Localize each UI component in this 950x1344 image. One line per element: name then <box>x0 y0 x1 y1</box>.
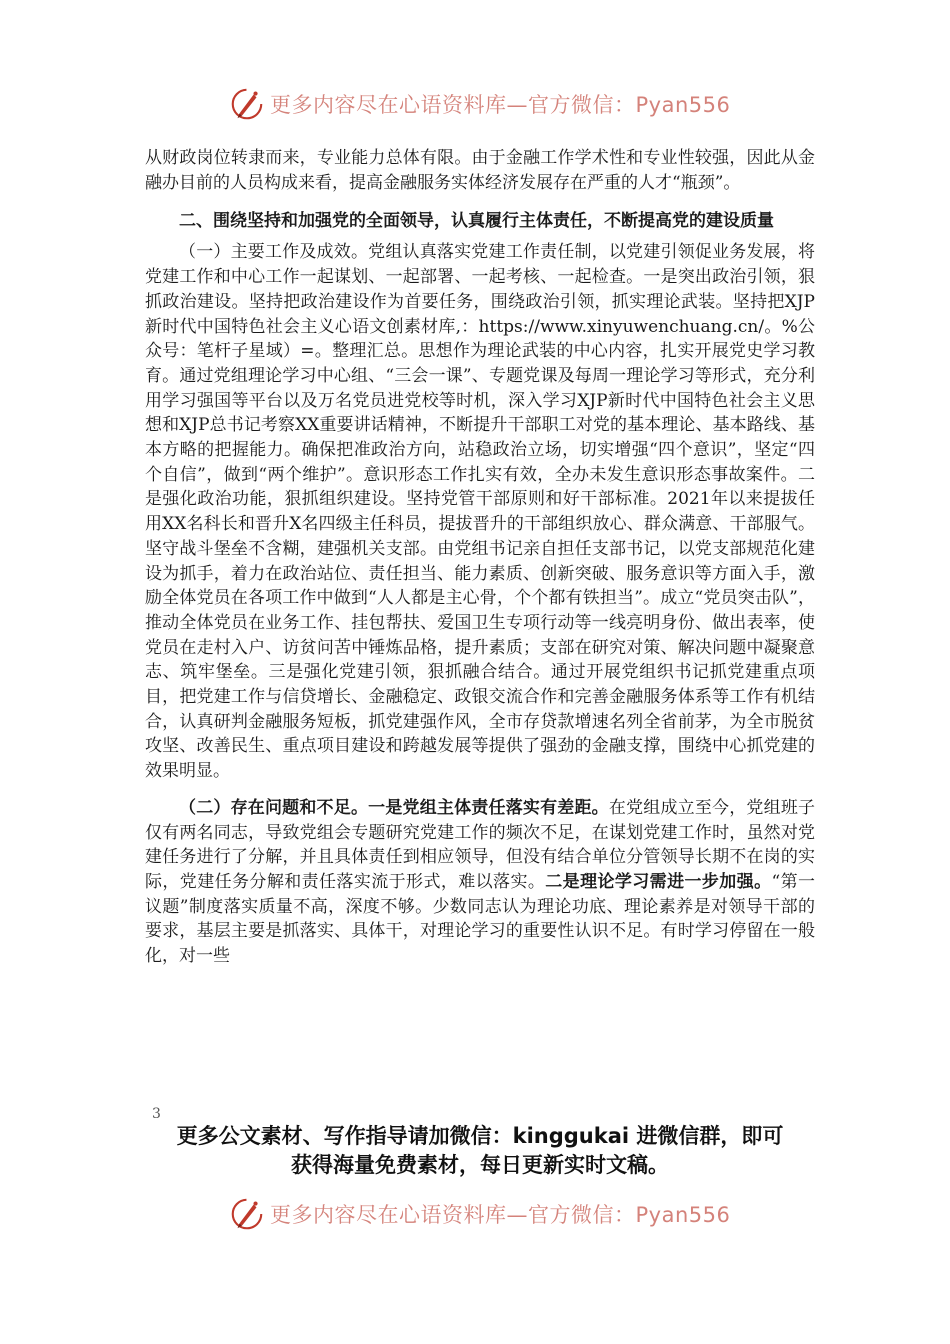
para3-bold-1: （二）存在问题和不足。一是党组主体责任落实有差距。 <box>179 797 609 818</box>
promo-line-2: 获得海量免费素材，每日更新实时文稿。 <box>291 1153 669 1177</box>
watermark-text: 更多内容尽在心语资料库—官方微信：Pyan556 <box>270 1203 731 1227</box>
promo-line-1: 更多公文素材、写作指导请加微信：kinggukai 进微信群，即可 <box>176 1124 784 1148</box>
para3-text-1: 在党组成立至今，党组班子仅有两名同志，导致党组会专题研究党建工作的频次不足，在谋划党建工作时，虽然对党建任务进行了分解，并且具体责任到相应领导，但没有结合单位分管领导长期不在岗的实际，党建任务分解和责任落实流于形式，难以落实。 <box>145 797 816 892</box>
promo-banner <box>140 1122 820 1180</box>
para3-text-2: “第一议题”制度落实质量不高，深度不够。少数同志认为理论功底、理论素养是对领导干部的要求，基层主要是抓落实、具体干，对理论学习的重要性认识不足。有时学习停留在一般化，对一些 <box>145 871 815 967</box>
document-body <box>145 146 815 969</box>
paragraph-3 <box>145 796 815 969</box>
watermark-header <box>228 84 730 124</box>
paragraph-2: （一）主要工作及成效。党组认真落实党建工作责任制，以党建引领促业务发展，将党建工作和中心工作一起谋划、一起部署、一起考核、一起检查。一是突出政治引领，狠抓政治建设。坚持把政治建设作为首要任务，围绕政治引领，抓实理论武装。坚持把XJP新时代中国特色社会主义心语文创素材库,：https://www.xinyuwenchuang.cn/。%公众号：笔杆子星域）=。整理汇总。思想作为理论武装的中心内容，扎实开展党史学习教育。通过党组理论学习中心组、“三会一课”、专题党课及每周一理论学习等形式，充分利用学习强国等平台以及万名党员进党校等时机，深入学习XJP新时代中国特色社会主义思想和XJP总书记考察XX重要讲话精神，不断提升干部职工对党的基本理论、基本路线、基本方略的把握能力。确保把准政治方向，站稳政治立场，切实增强“四个意识”，坚定“四个自信”，做到“两个维护”。意识形态工作扎实有效，全办未发生意识形态事故案件。二是强化政治功能，狠抓组织建设。坚持党管干部原则和好干部标准。2021年以来提拔任用XX名科长和晋升X名四级主任科员，提拔晋升的干部组织放心、群众满意、干部服气。坚守战斗堡垒不含糊，建强机关支部。由党组书记亲自担任支部书记，以党支部规范化建设为抓手，着力在政治站位、责任担当、能力素质、创新突破、服务意识等方面入手，激励全体党员在各项工作中做到“人人都是主心骨，个个都有铁担当”。成立“党员突击队”，推动全体党员在业务工作、挂包帮扶、爱国卫生专项行动等一线亮明身份、做出表率，使党员在走村入户、访贫问苦中锤炼品格，提升素质；支部在研究对策、解决问题中凝聚意志、筑牢堡垒。三是强化党建引领，狠抓融合结合。通过开展党组织书记抓党建重点项目，把党建工作与信贷增长、金融稳定、政银交流合作和完善金融服务体系等工作有机结合，认真研判金融服务短板，抓党建强作风，全市存贷款增速名列全省前茅，为全市脱贫攻坚、改善民生、重点项目建设和跨越发展等提供了强劲的金融支撑，围绕中心抓党建的效果明显。 <box>145 242 815 782</box>
pen-logo-icon <box>228 1195 266 1233</box>
section-heading-2: 二、围绕坚持和加强党的全面领导，认真履行主体责任，不断提高党的建设质量 <box>179 211 774 232</box>
paragraph-1: 从财政岗位转隶而来，专业能力总体有限。由于金融工作学术性和专业性较强，因此从金融办目前的人员构成来看，提高金融服务实体经济发展存在严重的人才“瓶颈”。 <box>145 148 815 193</box>
watermark-text: 更多内容尽在心语资料库—官方微信：Pyan556 <box>270 93 731 117</box>
page-number: 3 <box>152 1106 161 1122</box>
pen-logo-icon <box>228 85 266 123</box>
para3-bold-2: 二是理论学习需进一步加强。 <box>545 871 772 892</box>
watermark-footer <box>228 1194 730 1234</box>
